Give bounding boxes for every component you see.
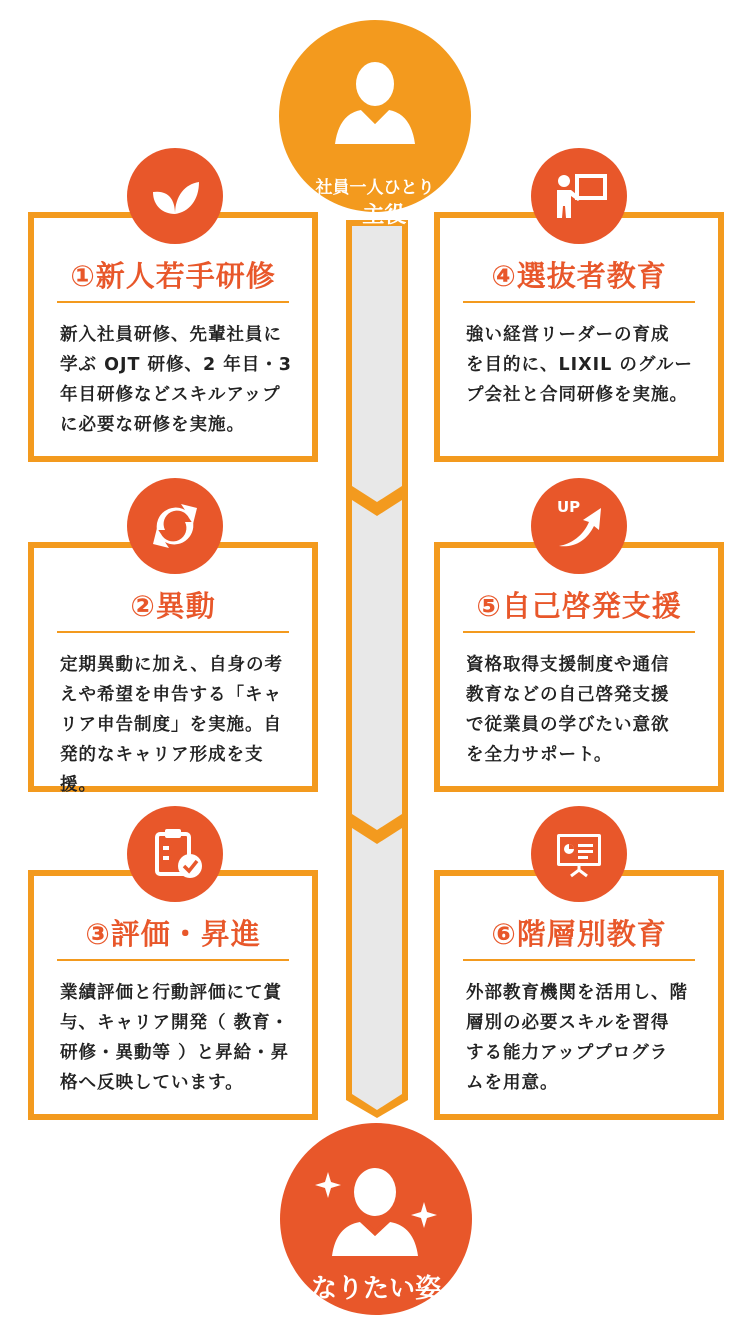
up-arrow-icon [531,478,627,574]
up-label: UP [557,498,581,516]
card-description: 業績評価と行動評価にて賞 与、キャリア開発（ 教育・ 研修・異動等 ）と昇給・昇 格へ反映しています。 [60,983,290,1093]
card-tiered-education [434,870,724,1120]
person-icon [325,52,425,152]
card-title: ⑤自己啓発支援 [476,589,682,623]
bottom-label: なりたい姿 [310,1274,441,1304]
card-description: 新入社員研修、先輩社員に 学ぶ OJT 研修、2 年目・3 年目研修などスキルアップ に必要な研修を実施。 [60,325,292,435]
leaf-icon [127,148,223,244]
presentation-screen-icon [531,806,627,902]
flow-arrow-column [344,220,410,1120]
refresh-arrows-icon [127,478,223,574]
card-title: ③評価・昇進 [85,917,261,951]
card-description: 定期異動に加え、自身の考 えや希望を申告する「キャ リア申告制度」を実施。自 発的なキャリア形成を支援。 [60,655,284,795]
divider [57,959,289,961]
card-evaluation-promotion [28,870,318,1120]
card-title: ⑥階層別教育 [491,917,667,951]
card-title: ②異動 [130,589,216,623]
divider [57,631,289,633]
divider [463,301,695,303]
divider [463,631,695,633]
card-new-employee-training [28,212,318,462]
card-description: 外部教育機関を活用し、階 層別の必要スキルを習得 する能力アッププログラ ムを用意。 [466,983,688,1093]
card-selected-education [434,212,724,462]
presenter-board-icon [531,148,627,244]
top-label-line2: =主役 [343,203,407,228]
card-description: 強い経営リーダーの育成 を目的に、LIXIL のグルー プ会社と合同研修を実施。 [466,325,693,405]
sparkle-person-icon [300,1150,450,1260]
card-self-development [434,542,724,792]
clipboard-check-icon [127,806,223,902]
top-label-line1: 社員一人ひとり [315,178,435,198]
card-description: 資格取得支援制度や通信 教育などの自己啓発支援 で従業員の学びたい意欲 を全力サポート。 [466,655,670,765]
card-title: ④選抜者教育 [491,259,667,293]
card-title: ①新人若手研修 [70,259,276,293]
divider [57,301,289,303]
card-transfer [28,542,318,795]
divider [463,959,695,961]
